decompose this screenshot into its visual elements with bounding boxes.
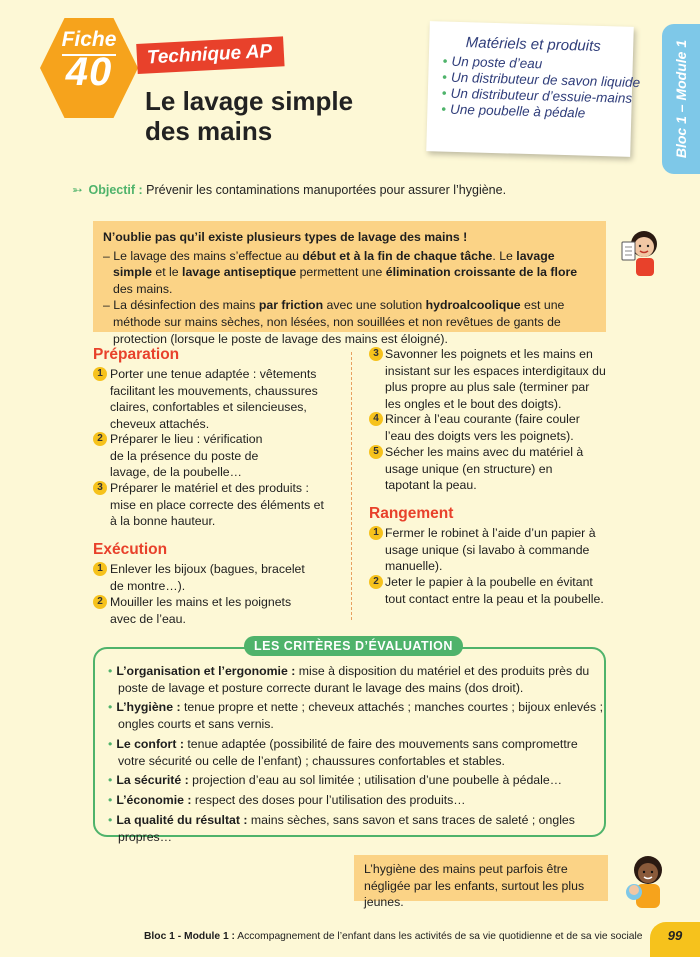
- info-paragraph: – Le lavage des mains s’effectue au début et à la fin de chaque tâche. Le lavage simple et le lavage antiseptique permettent une élimination croissante de la flore des mains.: [103, 248, 578, 296]
- execution-step: Rincer à l’eau courante (faire couler l’eau des doigts vers les poignets).: [385, 412, 580, 443]
- criteria-item: • La qualité du résultat : mains sèches, sans savon et sans traces de saleté ; ongles propres…: [108, 813, 575, 844]
- fiche-label: Fiche: [61, 28, 117, 51]
- execution-title: Exécution: [93, 541, 168, 558]
- execution-step: Enlever les bijoux (bagues, bracelet de montre…).: [110, 562, 305, 593]
- criteria-item: • L’organisation et l’ergonomie : mise à disposition du matériel et des produits près du poste de lavage et posture correcte durant le lavage des mains (dos droit).: [108, 664, 590, 695]
- preparation-step: Porter une tenue adaptée : vêtements facilitant les mouvements, chaussures claires, confortables et silencieuses, cheveux attachés.: [110, 367, 318, 431]
- preparation-step: Préparer le lieu : vérification de la présence du poste de lavage, de la poubelle…: [110, 432, 263, 480]
- step-number: 2: [93, 595, 107, 609]
- step-number: 1: [93, 562, 107, 576]
- materials-item: • Un poste d’eau: [442, 53, 543, 72]
- step-number: 1: [369, 526, 383, 540]
- materials-item: • Un distributeur de savon liquide: [442, 69, 641, 91]
- character-baby-illustration: [616, 852, 678, 912]
- arrow-icon: ➳: [72, 183, 83, 197]
- objective: [72, 182, 506, 197]
- title-line-2: des mains: [145, 116, 273, 146]
- execution-step: Sécher les mains avec du matériel à usage unique (en structure) en tapotant la peau.: [385, 445, 584, 493]
- step-number: 4: [369, 412, 383, 426]
- step-number: 5: [369, 445, 383, 459]
- footer-text: Bloc 1 - Module 1 : Accompagnement de l’enfant dans les activités de sa vie quotidienne et de sa vie sociale: [144, 931, 643, 942]
- technique-tag: Technique AP: [136, 36, 285, 74]
- rangement-title: Rangement: [369, 505, 454, 522]
- criteria-item: • La sécurité : projection d’eau au sol limitée ; utilisation d’une poubelle à pédale…: [108, 773, 563, 787]
- bullet-icon: •: [441, 101, 447, 117]
- objective-text: Prévenir les contaminations manuportées pour assurer l’hygiène.: [146, 183, 507, 197]
- page-title: [145, 86, 353, 146]
- tip-note: L’hygiène des mains peut parfois être négligée par les enfants, surtout les plus jeunes.: [354, 855, 608, 901]
- bullet-icon: •: [108, 664, 113, 678]
- step-number: 2: [93, 432, 107, 446]
- bullet-icon: •: [442, 69, 448, 85]
- criteria-title: LES CRITÈRES D’ÉVALUATION: [244, 636, 463, 656]
- bullet-icon: •: [108, 813, 113, 827]
- title-line-1: Le lavage simple: [145, 86, 354, 116]
- step-number: 3: [369, 347, 383, 361]
- rangement-step: Fermer le robinet à l’aide d’un papier à usage unique (si lavabo à commande manuelle).: [385, 526, 596, 574]
- criteria-item: • L’économie : respect des doses pour l’utilisation des produits…: [108, 793, 466, 807]
- bullet-icon: •: [442, 53, 448, 69]
- step-number: 3: [93, 481, 107, 495]
- criteria-item: • Le confort : tenue adaptée (possibilité de faire des mouvements sans compromettre votre sécurité ou celle de l’enfant) ; chaussures confortables et stables.: [108, 737, 578, 768]
- info-heading: N’oublie pas qu’il existe plusieurs types de lavage des mains !: [103, 230, 468, 244]
- info-paragraph: – La désinfection des mains par friction avec une solution hydroalcoolique est une méthode sur mains sèches, non lésées, non souillées et non revêtues de gants de protection (lorsque le poste de lavage des mains est éloigné).: [103, 298, 565, 346]
- fiche-number: 40: [65, 50, 113, 94]
- objective-label: Objectif :: [88, 183, 143, 197]
- materials-item: • Une poubelle à pédale: [441, 101, 586, 121]
- materials-item: • Un distributeur d’essuie-mains: [441, 85, 633, 106]
- rangement-step: Jeter le papier à la poubelle en évitant tout contact entre la peau et la poubelle.: [385, 575, 604, 606]
- criteria-item: • L’hygiène : tenue propre et nette ; cheveux attachés ; manches courtes ; bijoux enlevés ; ongles courts et sans vernis.: [108, 700, 603, 731]
- preparation-step: Préparer le matériel et des produits : mise en place correcte des éléments et à la bonne hauteur.: [110, 481, 324, 529]
- bullet-icon: •: [108, 793, 113, 807]
- info-box: [93, 221, 606, 346]
- execution-step: Mouiller les mains et les poignets avec de l’eau.: [110, 595, 292, 626]
- column-divider: [351, 352, 352, 620]
- bullet-icon: •: [108, 773, 113, 787]
- step-number: 1: [93, 367, 107, 381]
- bullet-icon: •: [108, 737, 113, 751]
- bullet-icon: •: [441, 85, 447, 101]
- materials-note: [426, 21, 641, 157]
- step-number: 2: [369, 575, 383, 589]
- execution-step: Savonner les poignets et les mains en insistant sur les espaces interdigitaux du plus propre au plus sale (terminer par les ongles et le bout des doigts).: [385, 347, 606, 411]
- materials-title: Matériels et produits: [465, 34, 601, 55]
- module-side-tab-label: Bloc 1 – Module 1: [673, 39, 689, 159]
- preparation-title: Préparation: [93, 346, 180, 363]
- bullet-icon: •: [108, 700, 113, 714]
- character-clipboard-illustration: [612, 220, 668, 276]
- page-number: 99: [667, 928, 683, 943]
